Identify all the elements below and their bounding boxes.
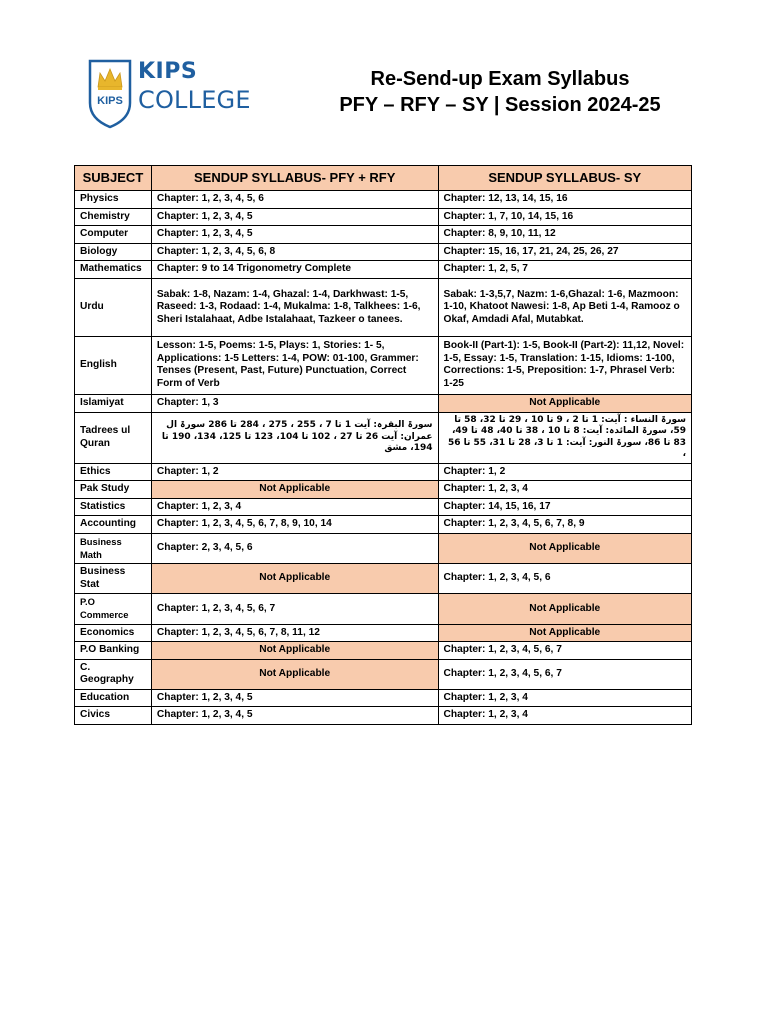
logo-brand: KIPS (138, 59, 198, 84)
subject-cell: Ethics (75, 463, 152, 481)
pfy-cell: Chapter: 1, 2, 3, 4, 5, 6, 7 (151, 594, 438, 624)
pfy-cell-not-applicable: Not Applicable (151, 642, 438, 660)
pfy-cell: Chapter: 1, 2, 3, 4, 5, 6 (151, 191, 438, 209)
subject-cell: Islamiyat (75, 394, 152, 412)
subject-cell: Accounting (75, 516, 152, 534)
pfy-cell: Lesson: 1-5, Poems: 1-5, Plays: 1, Stories: 1- 5, Applications: 1-5 Letters: 1-4, POW: 01-100, Grammer: Tenses (Present, Past, Future) Punctuation, Correct Form of Verb (151, 336, 438, 394)
subject-cell: Tadrees ul Quran (75, 412, 152, 463)
crown-shield-icon (86, 57, 134, 129)
sy-cell-not-applicable: Not Applicable (438, 394, 691, 412)
page-title (290, 66, 710, 118)
sy-cell: Chapter: 1, 2 (438, 463, 691, 481)
subject-cell: English (75, 336, 152, 394)
syllabus-table (74, 165, 692, 725)
table-row (75, 594, 692, 624)
table-row (75, 498, 692, 516)
pfy-cell: Chapter: 1, 2, 3, 4, 5, 6, 7, 8, 11, 12 (151, 624, 438, 642)
header-pfy-rfy: SENDUP SYLLABUS- PFY + RFY (151, 166, 438, 191)
header-sy: SENDUP SYLLABUS- SY (438, 166, 691, 191)
sy-cell: Chapter: 1, 2, 3, 4, 5, 6, 7, 8, 9 (438, 516, 691, 534)
subject-cell: Mathematics (75, 261, 152, 279)
kips-college-logo (86, 57, 251, 131)
sy-cell: Chapter: 1, 7, 10, 14, 15, 16 (438, 208, 691, 226)
table-row (75, 412, 692, 463)
pfy-cell-not-applicable: Not Applicable (151, 481, 438, 499)
sy-cell: Chapter: 1, 2, 3, 4 (438, 689, 691, 707)
logo-name: COLLEGE (138, 86, 251, 114)
subject-cell: Physics (75, 191, 152, 209)
pfy-cell: Chapter: 1, 3 (151, 394, 438, 412)
sy-cell: Chapter: 1, 2, 3, 4 (438, 707, 691, 725)
table-row (75, 516, 692, 534)
sy-cell: Chapter: 8, 9, 10, 11, 12 (438, 226, 691, 244)
sy-cell: Chapter: 12, 13, 14, 15, 16 (438, 191, 691, 209)
sy-cell-not-applicable: Not Applicable (438, 624, 691, 642)
title-line-1: Re-Send-up Exam Syllabus (370, 68, 630, 90)
table-row (75, 243, 692, 261)
table-row (75, 689, 692, 707)
pfy-cell: Chapter: 1, 2, 3, 4, 5 (151, 689, 438, 707)
header-subject: SUBJECT (75, 166, 152, 191)
table-row (75, 533, 692, 563)
pfy-cell: Chapter: 1, 2, 3, 4 (151, 498, 438, 516)
table-row (75, 564, 692, 594)
table-row (75, 659, 692, 689)
sy-cell: Chapter: 1, 2, 3, 4, 5, 6 (438, 564, 691, 594)
table-row (75, 624, 692, 642)
subject-cell: Pak Study (75, 481, 152, 499)
pfy-cell-not-applicable: Not Applicable (151, 659, 438, 689)
table-header-row (75, 166, 692, 191)
subject-cell: Business Stat (75, 564, 152, 594)
table-row (75, 278, 692, 336)
pfy-cell: Chapter: 1, 2, 3, 4, 5 (151, 707, 438, 725)
subject-cell: Business Math (75, 533, 152, 563)
table-row (75, 394, 692, 412)
pfy-cell: Chapter: 1, 2, 3, 4, 5 (151, 226, 438, 244)
sy-cell-not-applicable: Not Applicable (438, 533, 691, 563)
sy-cell: Book-II (Part-1): 1-5, Book-II (Part-2): 11,12, Novel: 1-5, Essay: 1-5, Translation: 1-15, Idioms: 1-100, Corrections: 1-5, Preposition: 1-7, Phrasel Verb: 1-25 (438, 336, 691, 394)
pfy-cell: Sabak: 1-8, Nazam: 1-4, Ghazal: 1-4, Darkhwast: 1-5, Raseed: 1-3, Rodaad: 1-4, Mukalma: 1-8, Talkhees: 1-6, Sheri Istalahaat, Adbe Istalahaat, Tazkeer o tanees. (151, 278, 438, 336)
sy-cell: Chapter: 14, 15, 16, 17 (438, 498, 691, 516)
table-row (75, 336, 692, 394)
pfy-cell: Chapter: 1, 2 (151, 463, 438, 481)
table-row (75, 191, 692, 209)
table-row (75, 481, 692, 499)
subject-cell: Urdu (75, 278, 152, 336)
sy-cell: Chapter: 1, 2, 3, 4, 5, 6, 7 (438, 659, 691, 689)
sy-cell: Chapter: 1, 2, 3, 4 (438, 481, 691, 499)
pfy-cell: Chapter: 1, 2, 3, 4, 5, 6, 8 (151, 243, 438, 261)
sy-cell: Chapter: 15, 16, 17, 21, 24, 25, 26, 27 (438, 243, 691, 261)
table-row (75, 463, 692, 481)
subject-cell: C. Geography (75, 659, 152, 689)
pfy-cell: Chapter: 1, 2, 3, 4, 5, 6, 7, 8, 9, 10, 14 (151, 516, 438, 534)
title-line-2: PFY – RFY – SY | Session 2024-25 (339, 94, 661, 116)
pfy-cell-not-applicable: Not Applicable (151, 564, 438, 594)
pfy-cell-urdu: سورۃ البقرہ: آیت 1 تا 7 ، 255 ، 275 ، 284 تا 286 سورۃ ال عمران: آیت 26 تا 27 ، 102 تا 104، 123 تا 125، 134، 190 تا 194، مشق (151, 412, 438, 463)
subject-cell: Statistics (75, 498, 152, 516)
subject-cell: Civics (75, 707, 152, 725)
subject-cell: Computer (75, 226, 152, 244)
sy-cell-not-applicable: Not Applicable (438, 594, 691, 624)
table-row (75, 642, 692, 660)
shield-label: KIPS (97, 95, 123, 107)
sy-cell: Chapter: 1, 2, 3, 4, 5, 6, 7 (438, 642, 691, 660)
table-row (75, 226, 692, 244)
subject-cell: P.O Commerce (75, 594, 152, 624)
table-row (75, 208, 692, 226)
subject-cell: Economics (75, 624, 152, 642)
sy-cell: Chapter: 1, 2, 5, 7 (438, 261, 691, 279)
subject-cell: P.O Banking (75, 642, 152, 660)
sy-cell: Sabak: 1-3,5,7, Nazm: 1-6,Ghazal: 1-6, Mazmoon: 1-10, Khatoot Nawesi: 1-8, Ap Beti 1-4, Ramooz o Okaf, Amdadi Afal, Mutabkat. (438, 278, 691, 336)
subject-cell: Chemistry (75, 208, 152, 226)
table-row (75, 707, 692, 725)
subject-cell: Education (75, 689, 152, 707)
pfy-cell: Chapter: 2, 3, 4, 5, 6 (151, 533, 438, 563)
subject-cell: Biology (75, 243, 152, 261)
table-row (75, 261, 692, 279)
pfy-cell: Chapter: 9 to 14 Trigonometry Complete (151, 261, 438, 279)
sy-cell-urdu: سورۃ النساء : آیت: 1 تا 2 ، 9 تا 10 ، 29 تا 32، 58 تا 59، سورۃ المائدہ: آیت: 8 تا 10 ، 38 تا 40، 48 تا 49، 83 تا 86، سورۃ النور: آیت: 1 تا 3، 28 تا 31، 55 تا 56 ، (438, 412, 691, 463)
pfy-cell: Chapter: 1, 2, 3, 4, 5 (151, 208, 438, 226)
